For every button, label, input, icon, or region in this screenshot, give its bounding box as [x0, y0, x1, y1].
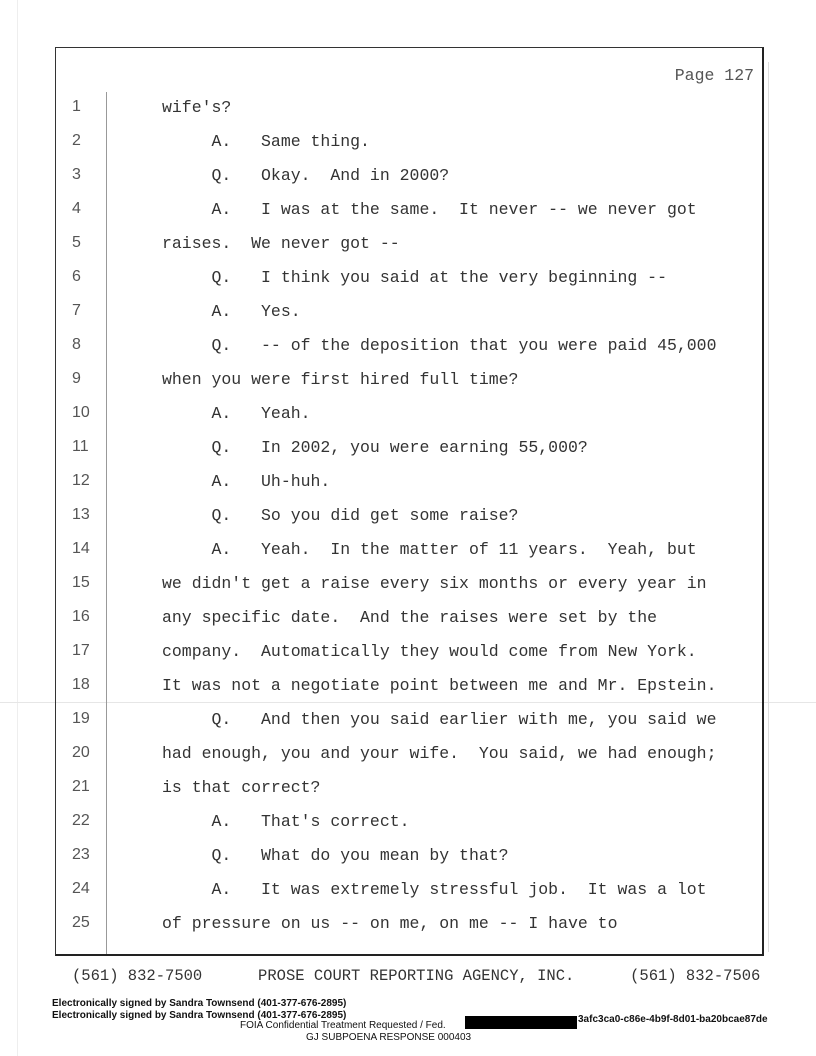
line-number: 4	[72, 200, 81, 217]
scan-edge-right	[768, 62, 769, 952]
foia-notice: FOIA Confidential Treatment Requested / Fed.	[240, 1020, 446, 1031]
transcript-line: Q. I think you said at the very beginning --	[162, 268, 667, 287]
line-number: 19	[72, 710, 90, 727]
signature-line-1: Electronically signed by Sandra Townsend (401-377-676-2895)	[52, 998, 347, 1009]
footer-left-phone: (561) 832-7500	[72, 967, 203, 985]
line-number: 23	[72, 846, 90, 863]
transcript-line: Q. Okay. And in 2000?	[162, 166, 450, 185]
line-number: 12	[72, 472, 90, 489]
transcript-line: wife's?	[162, 98, 232, 117]
line-number: 14	[72, 540, 90, 557]
line-number: 13	[72, 506, 90, 523]
line-number: 1	[72, 98, 81, 115]
transcript-line: It was not a negotiate point between me and Mr. Epstein.	[162, 676, 717, 695]
transcript-line: Q. So you did get some raise?	[162, 506, 519, 525]
transcript-line: had enough, you and your wife. You said, we had enough;	[162, 744, 717, 763]
line-number: 6	[72, 268, 81, 285]
line-number: 16	[72, 608, 90, 625]
transcript-line: raises. We never got --	[162, 234, 400, 253]
line-number: 21	[72, 778, 90, 795]
redaction-bar	[465, 1016, 577, 1029]
subpoena-response-id: GJ SUBPOENA RESPONSE 000403	[306, 1032, 472, 1043]
line-number: 8	[72, 336, 81, 353]
line-number: 5	[72, 234, 81, 251]
transcript-line: company. Automatically they would come from New York.	[162, 642, 697, 661]
line-number: 22	[72, 812, 90, 829]
transcript-line: Q. And then you said earlier with me, you said we	[162, 710, 717, 729]
line-number: 18	[72, 676, 90, 693]
transcript-line: A. Yes.	[162, 302, 301, 321]
line-number: 11	[72, 438, 89, 455]
transcript-line: Q. -- of the deposition that you were paid 45,000	[162, 336, 717, 355]
line-number: 25	[72, 914, 90, 931]
transcript-line: A. It was extremely stressful job. It was a lot	[162, 880, 707, 899]
transcript-line: is that correct?	[162, 778, 321, 797]
transcript-line: A. I was at the same. It never -- we never got	[162, 200, 697, 219]
line-number: 10	[72, 404, 90, 421]
transcript-line: A. That's correct.	[162, 812, 410, 831]
scan-edge-left	[17, 0, 18, 1056]
transcript-line: any specific date. And the raises were set by the	[162, 608, 658, 627]
line-number: 20	[72, 744, 90, 761]
footer-bar	[72, 967, 760, 985]
transcript-line: Q. What do you mean by that?	[162, 846, 509, 865]
transcript-line: Q. In 2002, you were earning 55,000?	[162, 438, 588, 457]
transcript-line: A. Uh-huh.	[162, 472, 331, 491]
line-number: 24	[72, 880, 90, 897]
line-number: 3	[72, 166, 81, 183]
footer-agency: PROSE COURT REPORTING AGENCY, INC.	[258, 967, 575, 985]
transcript-line: we didn't get a raise every six months or every year in	[162, 574, 707, 593]
transcript-line: A. Yeah. In the matter of 11 years. Yeah, but	[162, 540, 697, 559]
line-number: 17	[72, 642, 90, 659]
footer-right-phone: (561) 832-7506	[630, 967, 761, 985]
line-number: 15	[72, 574, 90, 591]
transcript-line: A. Yeah.	[162, 404, 311, 423]
line-number: 9	[72, 370, 81, 387]
line-number: 2	[72, 132, 81, 149]
page-label: Page 127	[674, 66, 754, 85]
transcript-line: when you were first hired full time?	[162, 370, 519, 389]
line-number: 7	[72, 302, 81, 319]
signature-line-2: Electronically signed by Sandra Townsend (401-377-676-2895)	[52, 1010, 347, 1021]
transcript-line: A. Same thing.	[162, 132, 370, 151]
document-hash: 3afc3ca0-c86e-4b9f-8d01-ba20bcae87de	[578, 1014, 768, 1025]
transcript-line: of pressure on us -- on me, on me -- I have to	[162, 914, 618, 933]
